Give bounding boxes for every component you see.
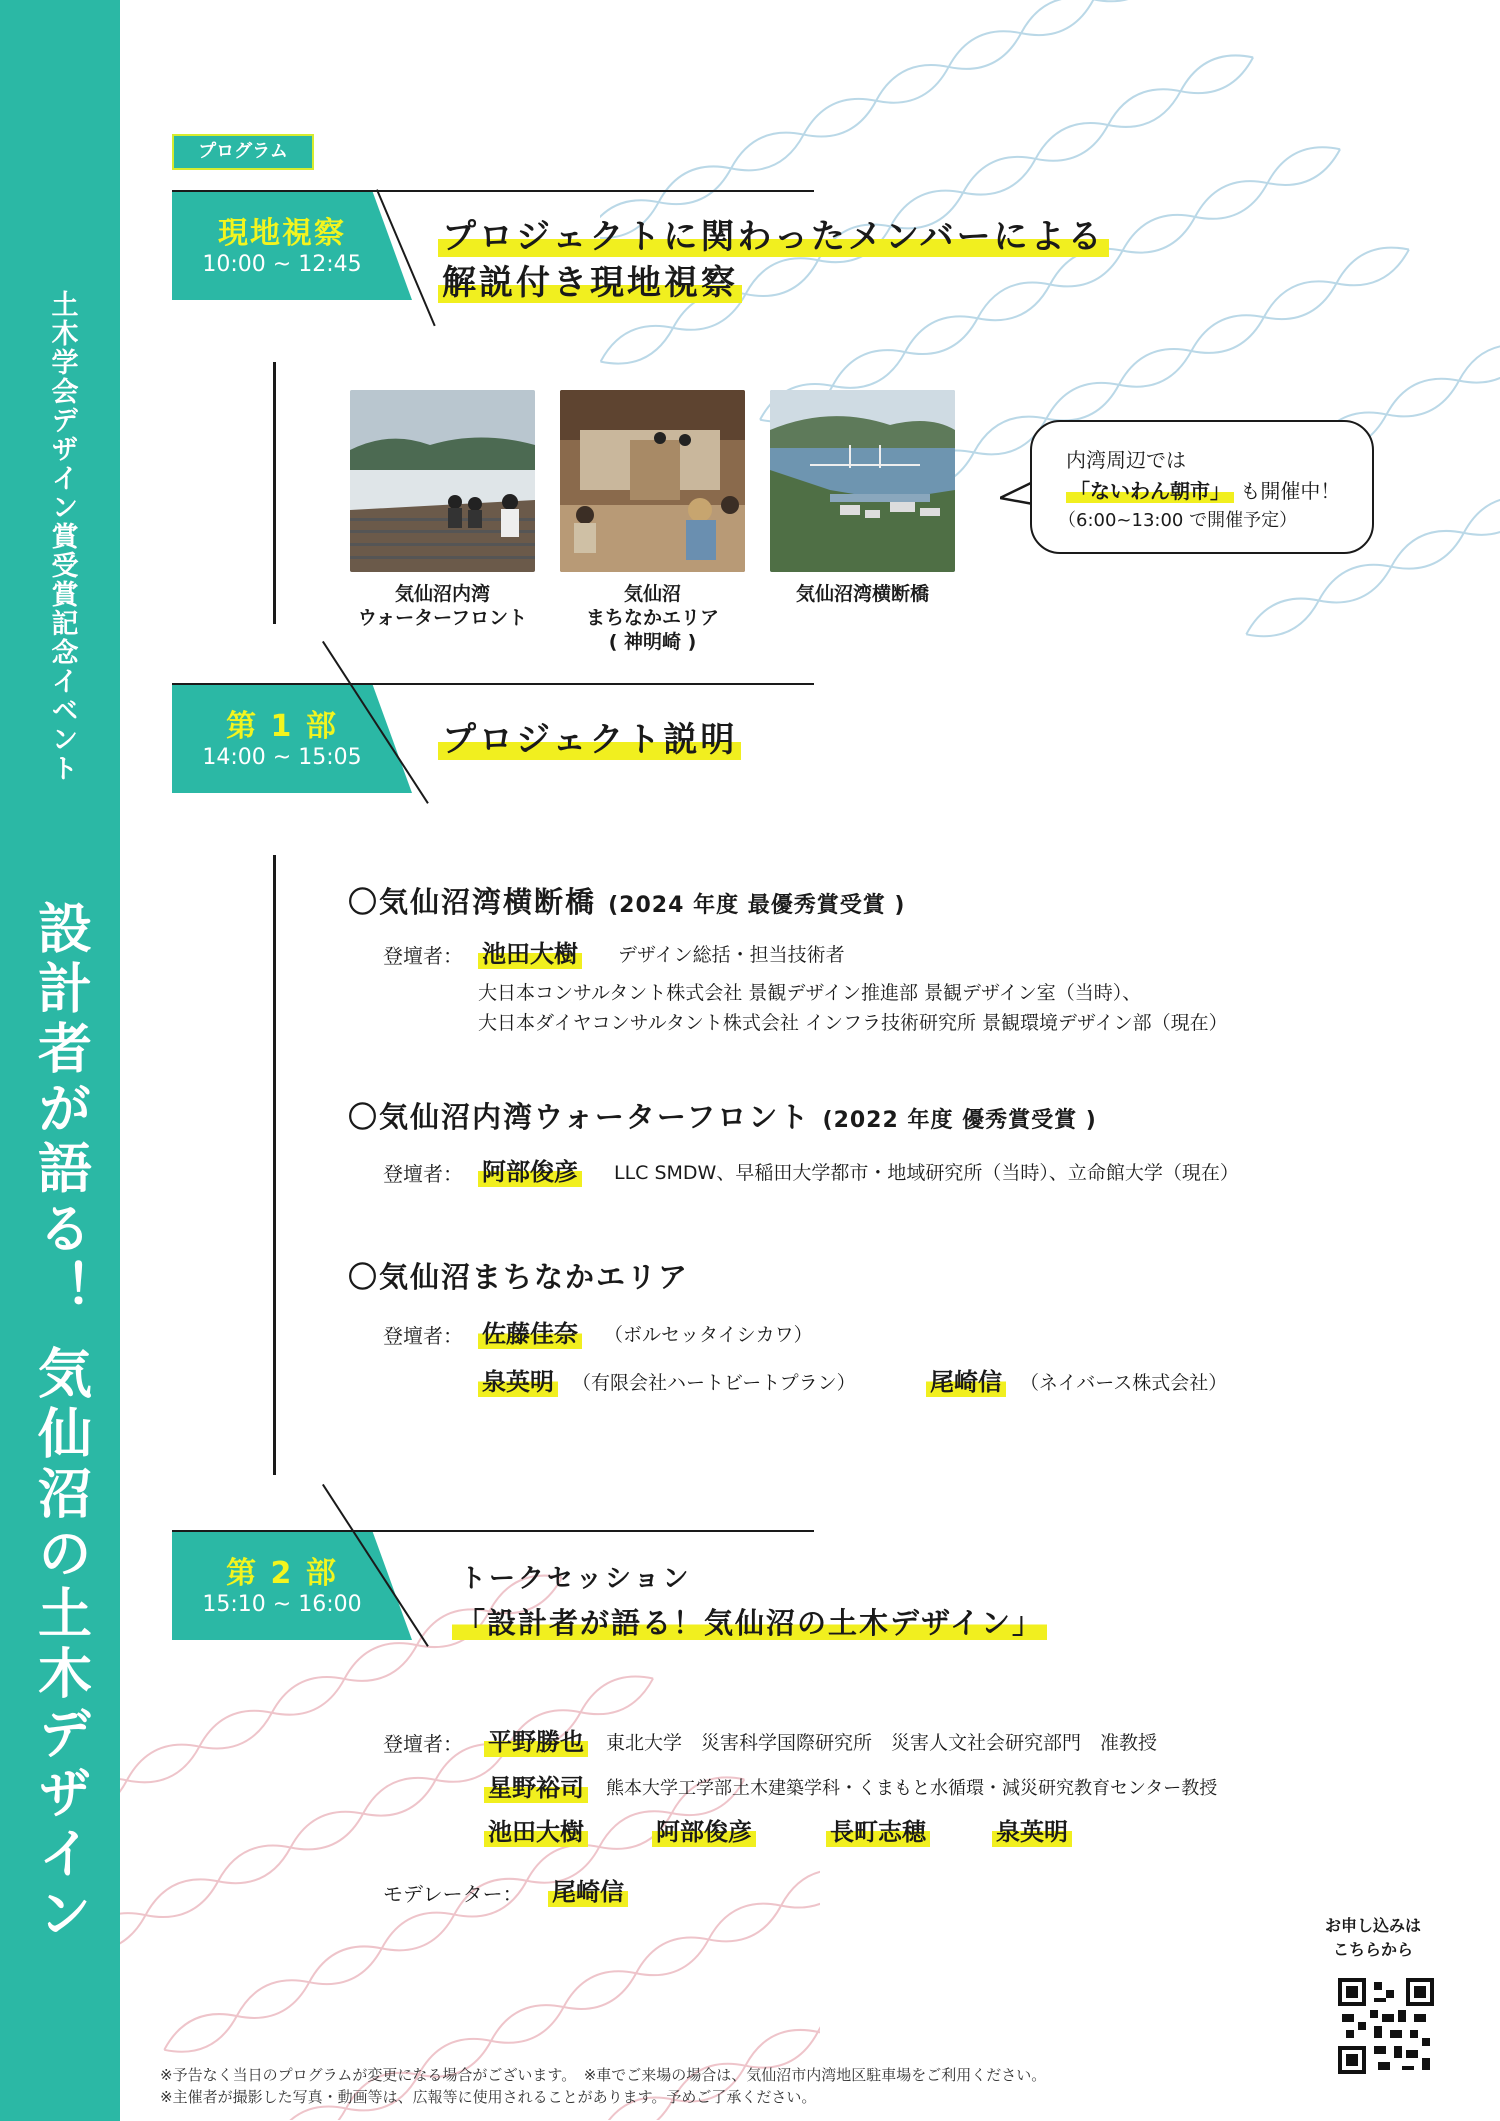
- speaker-name: 阿部俊彦: [652, 1812, 756, 1847]
- speaker-name: 阿部俊彦: [478, 1152, 582, 1187]
- photo-bridge: [770, 390, 955, 572]
- event-subtitle: 土木学会デザイン賞受賞記念イベント: [46, 290, 78, 783]
- part1-box: [172, 683, 412, 793]
- divider: [172, 190, 814, 192]
- part2-box: [172, 1530, 412, 1640]
- part2-time: 15:10 ~ 16:00: [202, 1592, 362, 1617]
- part2-subtitle: トークセッション: [460, 1564, 692, 1594]
- bubble-line-3: （6:00~13:00 で開催予定）: [1058, 510, 1298, 531]
- speaker-label: 登壇者：: [383, 1732, 463, 1756]
- speaker-name: 池田大樹: [484, 1812, 588, 1847]
- part1-title: 第 1 部: [226, 709, 338, 744]
- photo-waterfront: [350, 390, 535, 572]
- photo-machinaka: [560, 390, 745, 572]
- speaker-name: 星野裕司: [484, 1768, 588, 1803]
- speaker-affiliation: 大日本コンサルタント株式会社 景観デザイン推進部 景観デザイン室（当時）、: [478, 982, 1142, 1004]
- event-main-title: 設計者が語る！ 気仙沼の土木デザイン: [29, 900, 93, 1945]
- speaker-affiliation: 大日本ダイヤコンサルタント株式会社 インフラ技術研究所 景観環境デザイン部（現在）: [478, 1012, 1228, 1034]
- speaker-name: 池田大樹: [478, 934, 582, 969]
- program-tag: プログラム: [172, 134, 314, 170]
- moderator-name: 尾崎信: [548, 1872, 628, 1907]
- project-waterfront-title: 〇気仙沼内湾ウォーターフロント (2022 年度 優秀賞受賞 ): [348, 1100, 1097, 1134]
- speaker-label: 登壇者：: [383, 944, 463, 968]
- caption-bridge: 気仙沼湾横断橋: [795, 583, 929, 605]
- speaker-affiliation: （有限会社ハートビートプラン）: [572, 1372, 856, 1394]
- speaker-label: 登壇者：: [383, 1324, 463, 1348]
- part2-title: 第 2 部: [226, 1556, 338, 1591]
- speaker-name: 尾崎信: [926, 1362, 1006, 1397]
- speech-bubble: [1030, 420, 1374, 554]
- speaker-name: 泉英明: [992, 1812, 1072, 1847]
- divider: [172, 683, 814, 685]
- part1-time: 14:00 ~ 15:05: [202, 745, 362, 770]
- site-visit-box: [172, 190, 412, 300]
- moderator-label: モデレーター：: [383, 1882, 523, 1906]
- project-bridge-title: 〇気仙沼湾横断橋 (2024 年度 最優秀賞受賞 ): [348, 885, 906, 919]
- caption-machinaka: 気仙沼 まちなかエリア ( 神明崎 ): [585, 583, 719, 653]
- speaker-role: デザイン総括・担当技術者: [618, 944, 845, 966]
- speaker-role: LLC SMDW、早稲田大学都市・地域研究所（当時）、立命館大学（現在）: [614, 1162, 1239, 1184]
- timeline-line: [273, 855, 276, 1475]
- part1-headline: プロジェクト説明: [438, 717, 741, 763]
- speaker-affiliation: 熊本大学工学部土木建築学科・くまもと水循環・減災研究教育センター教授: [606, 1778, 1218, 1799]
- speaker-label: 登壇者：: [383, 1162, 463, 1186]
- speaker-name: 泉英明: [478, 1362, 558, 1397]
- project-machinaka-title: 〇気仙沼まちなかエリア: [348, 1260, 690, 1294]
- site-visit-time: 10:00 ~ 12:45: [202, 252, 362, 277]
- bubble-line-2: 「ないわん朝市」 も開催中！: [1066, 475, 1340, 504]
- apply-label: お申し込みは こちらから: [1324, 1916, 1421, 1959]
- qr-code-icon[interactable]: [1338, 1978, 1434, 2074]
- footer-note: ※予告なく当日のプログラムが変更になる場合がございます。 ※車でご来場の場合は、気仙沼市内湾地区駐車場をご利用ください。: [160, 2066, 1047, 2084]
- footer-note: ※主催者が撮影した写真・動画等は、広報等に使用されることがあります。予めご了承ください。: [160, 2088, 817, 2106]
- speaker-affiliation: （ネイバース株式会社）: [1020, 1372, 1228, 1394]
- speaker-affiliation: 東北大学 災害科学国際研究所 災害人文社会研究部門 准教授: [606, 1732, 1158, 1754]
- caption-waterfront: 気仙沼内湾 ウォーターフロント: [357, 583, 528, 629]
- speaker-name: 平野勝也: [484, 1722, 588, 1757]
- sidebar: [0, 0, 120, 2121]
- speaker-name: 佐藤佳奈: [478, 1314, 582, 1349]
- site-visit-title: 現地視察: [218, 216, 346, 251]
- divider: [172, 1530, 814, 1532]
- speaker-name: 長町志穂: [826, 1812, 930, 1847]
- timeline-line: [273, 362, 276, 624]
- speaker-affiliation: （ボルセッタイシカワ）: [604, 1324, 813, 1346]
- part2-headline: 「設計者が語る！気仙沼の土木デザイン」: [452, 1600, 1047, 1646]
- site-visit-headline: プロジェクトに関わったメンバーによる 解説付き現地視察: [438, 214, 1109, 306]
- bubble-line-1: 内湾周辺では: [1066, 448, 1186, 472]
